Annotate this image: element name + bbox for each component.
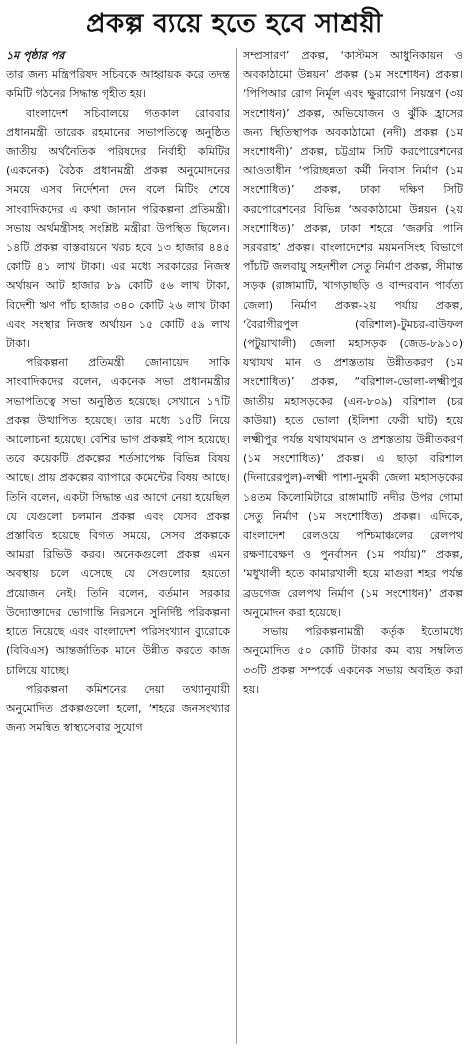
paragraph: তার জন্য মন্ত্রিপরিষদ সচিবকে আহ্বায়ক করে তদন্ত কমিটি গঠনের সিদ্ধান্ত গৃহীত হয়। — [6, 68, 230, 101]
paragraph: সভায় পরিকল্পনামন্ত্রী কর্তৃক ইতোমধ্যে অনুমোদিত ৫০ কোটি টাকার কম ব্যয় সম্বলিত ৩৩টি প্রকল্প সম্পর্কে একনেক সভায় অবহিত করা হয়। — [243, 625, 463, 696]
right-column — [243, 46, 463, 1046]
paragraph: সম্প্রসারণ’ প্রকল্প, ‘কাস্টমস আধুনিকায়ন ও অবকাঠামো উন্নয়ন’ প্রকল্প (১ম সংশোধন) প্রকল্প। ‘পিপিআর রোগ নির্মূল এবং ক্ষুরারোগ নিয়ন্ত্রণ (৩য় সংশোধন)’ প্রকল্প, অভিযোজন ও ঝুঁকি হ্রাসের জন্য স্থিতিস্থাপক অবকাঠামো (নদী) প্রকল্প (১ম সংশোধনী)’ প্রকল্প, চট্টগ্রাম সিটি করপোরেশনের আওতাধীন ‘পরিচ্ছন্নতা কর্মী নিবাস নির্মাণ (১ম সংশোধিত)’ প্রকল্প, ঢাকা দক্ষিণ সিটি করপোরেশনের বিভিন্ন ‘অবকাঠামো উন্নয়ন (২য় সংশোধিত)’ প্রকল্প, ঢাকা শহরে ‘জরুরি পানি সরবরাহ’ প্রকল্প। বাংলাদেশের ময়মনসিংহ বিভাগে পাঁচটি জলবায়ু সহনশীল সেতু নির্মাণ প্রকল্প, সীমান্ত সড়ক (রাঙ্গামাটি, খাগড়াছড়ি ও বান্দরবান পার্বত্য জেলা) নির্মাণ প্রকল্প-২য় পর্যায় প্রকল্প, ‘বৈরাগীরপুল (বরিশাল)-টুমচর-বাউফল (পটুয়াখালী) জেলা মহাসড়ক (জেড-৮৯১০) যথাযথ মান ও প্রশস্ততায় উন্নীতকরণ (১ম সংশোধিত)’ প্রকল্প, “বরিশাল-ভোলা-লক্ষ্মীপুর জাতীয় মহাসড়কের (এন-৮০৯) বরিশাল (চর কাউয়া) হতে ভোলা (ইলিশা ফেরী ঘাট) হয়ে লক্ষ্মীপুর পর্যন্ত যথাযথমান ও প্রশস্ততায় উন্নীতকরণ (১ম সংশোধিত)’ প্রকল্প। এ ছাড়া বরিশাল (দিনারেরপুল)-লক্ষ্মী পাশা-দুমকী জেলা মহাসড়কের ১৪তম কিলোমিটারে রাঙ্গামাটি নদীর উপর গোমা সেতু নির্মাণ (১ম সংশোধিত) প্রকল্প। এদিকে, বাংলাদেশ রেলওয়ে পশ্চিমাঞ্চলের রেলপথ রক্ষণাবেক্ষণ ও পুনর্বাসন (১ম পর্যায়)” প্রকল্প, ‘মধুখালী হতে কামারখালী হয়ে মাগুরা শহর পর্যন্ত ব্রডগেজ রেলপথ নির্মাণ (১ম সংশোধন)’ প্রকল্প অনুমোদন করা হয়েছে। — [243, 49, 463, 619]
continued-label: ১ম পৃষ্ঠার পর — [6, 49, 65, 62]
column-divider — [236, 48, 237, 1044]
paragraph: বাংলাদেশ সচিবালয়ে গতকাল রোববার প্রধানমন্ত্রী তারেক রহমানের সভাপতিত্বে অনুষ্ঠিত জাতীয় অর্থনৈতিক পরিষদের নির্বাহী কমিটির (একনেক) বৈঠক প্রধানমন্ত্রী প্রকল্প অনুমোদনের সময়ে এসব নির্দেশনা দেন বলে মিটিং শেষে সাংবাদিকদের এ কথা জানান পরিকল্পনা প্রতিমন্ত্রী। সভায় অর্থমন্ত্রীসহ সংশ্লিষ্ট মন্ত্রীরা উপস্থিত ছিলেন। ১৪টি প্রকল্প বাস্তবায়নে খরচ হবে ১৩ হাজার ৪৪৫ কোটি ৪১ লাখ টাকা। এর মধ্যে সরকারের নিজস্ব অর্থায়ন আট হাজার ৮৯ কোটি ৫৬ লাখ টাকা, বিদেশী ঋণ পাঁচ হাজার ৩৪০ কোটি ২৬ লাখ টাকা এবং সংস্থার নিজস্ব অর্থায়ন ১৫ কোটি ৫৯ লাখ টাকা। — [6, 106, 230, 351]
paragraph: পরিকল্পনা প্রতিমন্ত্রী জোনায়েদ সাকি সাংবাদিকদের বলেন, একনেক সভা প্রধানমন্ত্রীর সভাপতিত্বে সভা অনুষ্ঠিত হয়েছে। সেখানে ১৭টি প্রকল্প উত্থাপিত হয়েছে। তার মধ্যে ১৫টি নিয়ে আলোচনা হয়েছে। বেশির ভাগ প্রকল্পই পাস হয়েছে। তবে কয়েকটি প্রকল্পের শর্তসাপেক্ষ বিভিন্ন বিষয় আছে। প্রায় প্রকল্পের ব্যাপারে কমেন্টের বিষয় আছে। তিনি বলেন, একটা সিদ্ধান্ত এর আগে নেয়া হয়েছিল যে যেগুলো চলমান প্রকল্প এবং যেসব প্রকল্প প্রস্তাবিত হয়েছে বিগত সময়ে, সেসব প্রকল্পকে আমরা রিভিউ করব। অনেকগুলো প্রকল্প এমন অবস্থায় চলে এসেছে যে সেগুলোর হয়তো প্রয়োজন নেই। তিনি বলেন, বর্তমান সরকার উদ্যোক্তাদের ভোগান্তি নিরসনে সুনির্দিষ্ট পরিকল্পনা হাতে নিয়েছে এবং বাংলাদেশ পরিসংখ্যান ব্যুরোকে (বিবিএস) আন্তর্জাতিক মানে উন্নীত করতে কাজ চালিয়ে যাচ্ছে। — [6, 356, 230, 677]
headline: প্রকল্প ব্যয়ে হতে হবে সাশ্রয়ী — [86, 9, 383, 39]
left-column — [6, 46, 230, 1046]
paragraph: পরিকল্পনা কমিশনের দেয়া তথ্যানুযায়ী অনুমোদিত প্রকল্পগুলো হলো, ‘শহরে জনসংখ্যার জন্য সমন্বিত স্বাস্থ্যসেবার সুযোগ — [6, 682, 230, 735]
